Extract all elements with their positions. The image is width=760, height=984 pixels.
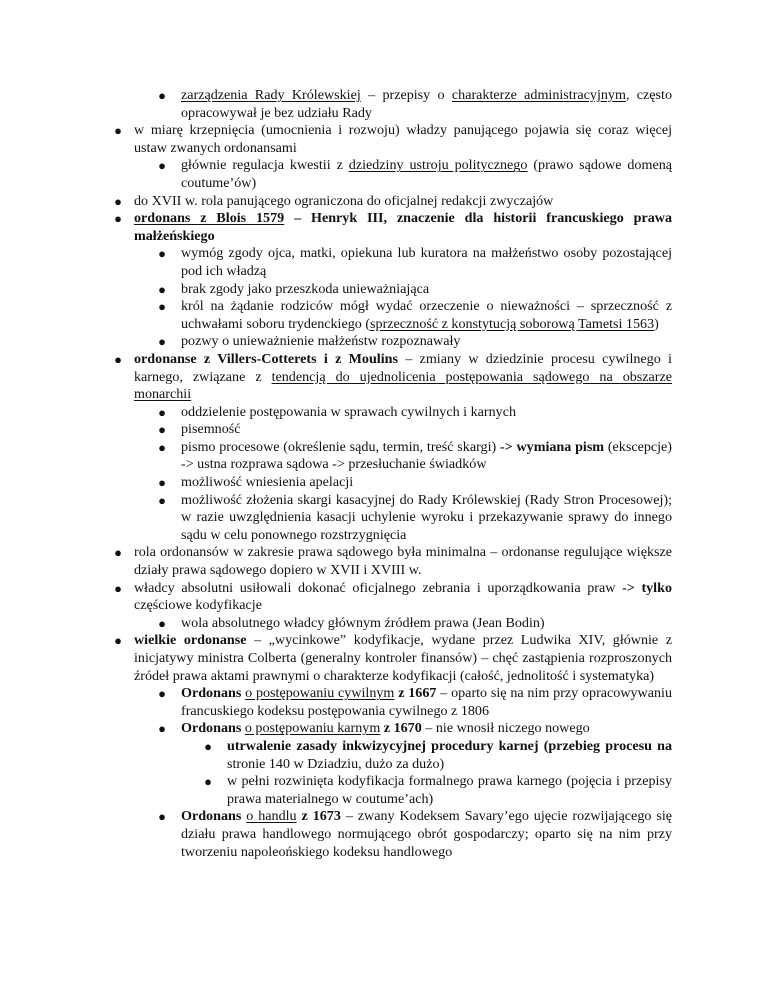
- bullet-icon: ●: [158, 686, 166, 702]
- bullet-icon: ●: [114, 580, 122, 596]
- text-segment: ordonans z Blois 1579: [134, 210, 285, 227]
- bullet-icon: ●: [158, 246, 166, 262]
- outline-item-level-2: [113, 333, 672, 351]
- outline-item-level-1: [113, 193, 672, 211]
- bullet-icon: ●: [158, 475, 166, 491]
- bullet-icon: ●: [114, 633, 122, 649]
- text-segment: ordonanse z Villers-Cotterets i z Moulins: [134, 350, 398, 367]
- text-segment: ): [654, 315, 659, 332]
- outline-item-level-2: [113, 439, 672, 474]
- text-segment: pozwy o unieważnienie małżeństw rozpoznawały: [181, 333, 461, 350]
- outline-item-level-2: [113, 615, 672, 633]
- outline-item-level-2: [113, 808, 672, 861]
- outline-item-level-1: [113, 210, 672, 245]
- text-segment: , często opracowywał je bez udziału Rady: [181, 87, 672, 121]
- bullet-icon: ●: [158, 158, 166, 174]
- text-segment: głównie regulacja kwestii z: [181, 157, 349, 174]
- bullet-icon: ●: [158, 334, 166, 350]
- text-segment: rola ordonansów w zakresie prawa sądowego była minimalna – ordonanse regulujące większe działy prawa sądowego dopiero w XVII i XVIII w.: [134, 544, 672, 579]
- bullet-icon: ●: [204, 738, 212, 754]
- text-segment: wola absolutnego władcy głównym źródłem prawa (Jean Bodin): [181, 614, 545, 631]
- text-segment: (ekscepcje) -> ustna rozprawa sądowa -> przesłuchanie świadków: [181, 438, 673, 473]
- outline-item-level-2: [113, 421, 672, 439]
- text-segment: z 1667: [394, 685, 437, 702]
- bullet-icon: ●: [158, 615, 166, 631]
- text-segment: o postępowaniu cywilnym: [245, 685, 395, 702]
- bullet-icon: ●: [158, 281, 166, 297]
- outline-item-level-1: [113, 580, 672, 615]
- text-segment: oddzielenie postępowania w sprawach cywilnych i karnych: [181, 403, 517, 420]
- outline-item-level-1: [113, 351, 672, 404]
- text-segment: stronie 140 w Dziadziu, dużo za dużo): [227, 755, 445, 772]
- outline-item-level-2: [113, 685, 672, 720]
- text-segment: sprzeczność z konstytucją soborową Tametsi 1563: [370, 315, 655, 332]
- outline-item-level-1: [113, 122, 672, 157]
- outline-item-level-3: [113, 738, 672, 773]
- outline-item-level-2: [113, 492, 672, 545]
- text-segment: Ordonans: [181, 685, 246, 702]
- bullet-icon: ●: [158, 492, 166, 508]
- text-segment: z 1670: [380, 720, 422, 737]
- outline-item-level-2: [113, 245, 672, 280]
- text-segment: władcy absolutni usiłowali dokonać oficjalnego zebrania i uporządkowania praw: [134, 579, 623, 596]
- text-segment: zarządzenia Rady Królewskiej: [181, 87, 361, 103]
- outline-item-level-2: [113, 298, 672, 333]
- text-segment: o handlu: [246, 808, 297, 825]
- outline-item-level-2: [113, 157, 672, 192]
- outline-item-level-3: [113, 773, 672, 808]
- text-segment: częściowe kodyfikacje: [134, 597, 262, 614]
- text-segment: Ordonans: [181, 808, 247, 825]
- text-segment: -> tylko: [622, 579, 672, 596]
- text-segment: charakterze administracyjnym: [451, 87, 626, 103]
- bullet-icon: ●: [158, 299, 166, 315]
- bullet-icon: ●: [114, 193, 122, 209]
- text-segment: możliwość wniesienia apelacji: [181, 474, 354, 491]
- outline-item-level-2: [113, 87, 672, 122]
- text-segment: – przepisy o: [360, 87, 452, 103]
- text-segment: brak zgody jako przeszkoda unieważniająca: [181, 280, 430, 297]
- text-segment: utrwalenie zasady inkwizycyjnej procedury karnej (przebieg procesu na: [227, 737, 672, 754]
- text-segment: – zmiany w dziedzinie procesu cywilnego i karnego, związane z: [134, 350, 672, 385]
- text-segment: tendencją do ujednolicenia postępowania sądowego na obszarze monarchii: [134, 368, 672, 403]
- text-segment: w pełni rozwinięta kodyfikacja formalnego prawa karnego (pojęcia i przepisy prawa materialnego w coutume’ach): [227, 773, 672, 807]
- text-segment: dziedziny ustroju politycznego: [348, 157, 528, 174]
- outline-item-level-1: [113, 544, 672, 579]
- outline-item-level-2: [113, 404, 672, 422]
- bullet-icon: ●: [158, 439, 166, 455]
- text-segment: wymóg zgody ojca, matki, opiekuna lub kuratora na małżeństwo osoby pozostającej pod ich władzą: [181, 245, 672, 279]
- text-segment: z 1673: [296, 808, 341, 825]
- text-segment: (prawo sądowe domeną coutume’ów): [181, 157, 673, 191]
- text-segment: o postępowaniu karnym: [244, 720, 381, 737]
- text-segment: w miarę krzepnięcia (umocnienia i rozwoju) władzy panującego pojawia się coraz więcej ustaw zwanych ordonansami: [134, 122, 672, 156]
- text-segment: – oparto się na nim przy opracowywaniu francuskiego kodeksu postępowania cywilnego z 1806: [181, 685, 673, 719]
- text-segment: -> wymiana pism: [499, 438, 605, 455]
- text-segment: możliwość złożenia skargi kasacyjnej do Rady Królewskiej (Rady Stron Procesowej); w razie uwzględnienia kasacji uchylenie wyroku i przekazywanie sprawy do innego sądu w celu ponownego rozstrzygnięcia: [181, 491, 672, 543]
- text-segment: król na żądanie rodziców mógł wydać orzeczenie o nieważności – sprzeczność z uchwałami soboru trydenckiego (: [181, 298, 672, 332]
- bullet-icon: ●: [158, 809, 166, 825]
- text-segment: – „wycinkowe” kodyfikacje, wydane przez Ludwika XIV, głównie z inicjatywy ministra Colberta (generalny kontroler finansów) – chęć zastąpienia rozproszonych źródeł prawa aktami prawnymi o charakterze kodyfikacji (całość, jednolitość i systematyka): [134, 632, 673, 684]
- notes-outline: [113, 87, 672, 861]
- text-segment: – nie wnosił niczego nowego: [421, 720, 590, 737]
- bullet-icon: ●: [114, 123, 122, 139]
- bullet-icon: ●: [114, 545, 122, 561]
- outline-item-level-1: [113, 632, 672, 685]
- bullet-icon: ●: [114, 211, 122, 227]
- text-segment: pisemność: [181, 421, 241, 438]
- bullet-icon: ●: [204, 774, 212, 790]
- text-segment: pismo procesowe (określenie sądu, termin, treść skargi): [181, 438, 500, 455]
- bullet-icon: ●: [114, 351, 122, 367]
- bullet-icon: ●: [158, 422, 166, 438]
- outline-item-level-2: [113, 474, 672, 492]
- text-segment: – Henryk III, znaczenie dla historii francuskiego prawa małżeńskiego: [134, 210, 672, 244]
- outline-item-level-2: [113, 281, 672, 299]
- text-segment: Ordonans: [181, 720, 245, 737]
- text-segment: wielkie ordonanse: [134, 632, 247, 649]
- bullet-icon: ●: [158, 88, 166, 103]
- outline-item-level-2: [113, 720, 672, 738]
- text-segment: – zwany Kodeksem Savary’ego ujęcie rozwijającego się działu prawa handlowego normującego obrót gospodarczy; oparto się na nim przy tworzeniu napoleońskiego kodeksu handlowego: [181, 808, 672, 860]
- bullet-icon: ●: [158, 404, 166, 420]
- text-segment: do XVII w. rola panującego ograniczona do oficjalnej redakcji zwyczajów: [134, 192, 554, 209]
- bullet-icon: ●: [158, 721, 166, 737]
